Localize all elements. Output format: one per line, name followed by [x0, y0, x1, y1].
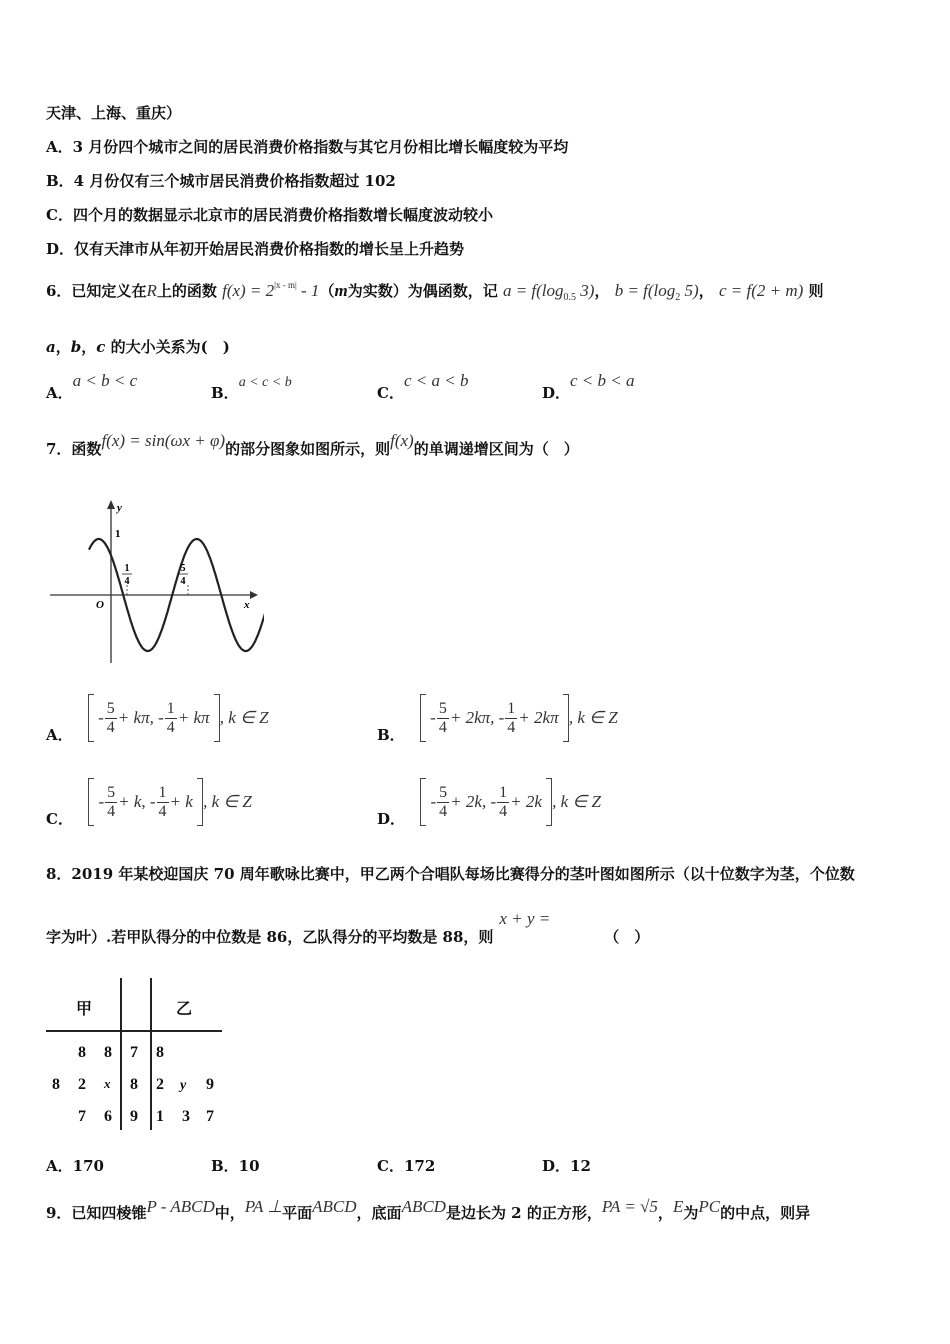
q8-option-c: C．172: [377, 1157, 436, 1175]
stem: 7: [130, 1044, 138, 1061]
leaf-right-unknown-y: y: [180, 1078, 187, 1093]
leaf-left: 6: [104, 1108, 112, 1125]
leaf-right: 3: [182, 1108, 190, 1125]
origin-label: O: [96, 599, 104, 611]
leaf-right: 8: [156, 1044, 164, 1061]
q8-option-d: D．12: [542, 1157, 591, 1175]
y-axis-arrow: [107, 500, 115, 509]
q7-option-d: D． - $\frac{5}{4}$ + 2k, - $\frac{1}{4}$ + 2k , k ∈ Z: [377, 778, 601, 831]
tick-quarter-den: 4: [124, 576, 130, 587]
q5-option-b: B．4 月份仅有三个城市居民消费价格指数超过 102: [46, 172, 396, 190]
header-jia: 甲: [76, 1001, 93, 1018]
q8-option-a: A．170: [46, 1157, 104, 1175]
stem-leaf-vline-right: [150, 978, 152, 1130]
leaf-left: 8: [104, 1044, 112, 1061]
stem: 8: [130, 1076, 138, 1093]
q6-c-def: c = f(2 + m): [718, 281, 804, 300]
leaf-right: 2: [156, 1076, 164, 1093]
x-axis-label: x: [244, 599, 250, 611]
leaf-right: 9: [206, 1076, 214, 1093]
q6-option-b: B．a < c < b: [211, 375, 292, 402]
stem-leaf-plot: [46, 978, 226, 1136]
q8-stem-line1: 8．2019 年某校迎国庆 70 周年歌咏比赛中，甲乙两个合唱队每场比赛得分的茎叶图如图所示（以十位数字为茎，个位数: [46, 865, 855, 883]
tick-quarter-num: 1: [124, 563, 130, 574]
q8-option-b: B．10: [211, 1157, 260, 1175]
q6-question: a，b，c 的大小关系为( ): [46, 338, 230, 356]
q6-option-a: A．a < b < c: [46, 371, 138, 402]
q6-function: $f(x) = 2^{|x - m|} - 1$: [222, 280, 320, 300]
leaf-left-unknown-x: x: [104, 1076, 111, 1091]
q7-option-b: B． - $\frac{5}{4}$ + 2kπ, - $\frac{1}{4}$ + 2kπ , k ∈ Z: [377, 694, 618, 747]
q5-option-d: D．仅有天津市从年初开始居民消费价格指数的增长呈上升趋势: [46, 240, 465, 258]
leaf-right: 1: [156, 1108, 164, 1125]
q6-option-d: D．c < b < a: [542, 371, 635, 402]
leaf-left: 8: [52, 1076, 60, 1093]
q7-option-a: A． - $\frac{5}{4}$ + kπ, - $\frac{1}{4}$ + kπ , k ∈ Z: [46, 694, 269, 747]
q6-option-c: C．c < a < b: [377, 371, 469, 402]
q6-stem: 6．已知定义在R上的函数 $f(x) = 2^{|x - m|} - 1(m$为实数）为偶函数，记 $a = f(\log_{0.5}$ 3)， $b = f(\log_2$ 5)， c = f(2 + m) 则: [46, 280, 824, 303]
leaf-left: 2: [78, 1076, 86, 1093]
x-axis-arrow: [250, 591, 258, 599]
tick-five-quarter-den: 4: [180, 576, 186, 587]
q6-b-def: $b = f(\log_2$ 5): [614, 281, 699, 303]
leaf-left: 8: [78, 1044, 86, 1061]
leaf-left: 7: [78, 1108, 86, 1125]
q6-a-def: $a = f(\log_{0.5}$ 3): [502, 281, 595, 303]
q5-option-c: C．四个月的数据显示北京市的居民消费价格指数增长幅度波动较小: [46, 206, 493, 224]
leaf-right: 7: [206, 1108, 214, 1125]
q8-stem-line2: 字为叶）.若甲队得分的中位数是 86，乙队得分的平均数是 88，则x + y =（ ）: [46, 909, 650, 946]
header-yi: 乙: [176, 1001, 193, 1018]
q7-stem: 7．函数f(x) = sin(ωx + φ)的部分图象如图所示，则f(x)的单调递增区间为（ ）: [46, 431, 579, 458]
q7-option-c: C． - $\frac{5}{4}$ + k, - $\frac{1}{4}$ + k , k ∈ Z: [46, 778, 252, 831]
q9-stem: 9．已知四棱锥P - ABCD中，PA ⊥平面ABCD，底面ABCD是边长为 2 的正方形，PA = √5，E为PC的中点，则异: [46, 1197, 811, 1222]
y-axis-label: y: [117, 502, 122, 514]
stem: 9: [130, 1108, 138, 1125]
stem-leaf-hline: [46, 1030, 222, 1032]
q5-option-a: A．3 月份四个城市之间的居民消费价格指数与其它月份相比增长幅度较为平均: [46, 138, 569, 156]
tick-five-quarter-num: 5: [180, 563, 186, 574]
q5-continuation: 天津、上海、重庆）: [46, 104, 182, 122]
stem-leaf-vline-left: [120, 978, 122, 1130]
sine-graph: [44, 495, 264, 670]
y-tick-one: 1: [115, 528, 121, 540]
